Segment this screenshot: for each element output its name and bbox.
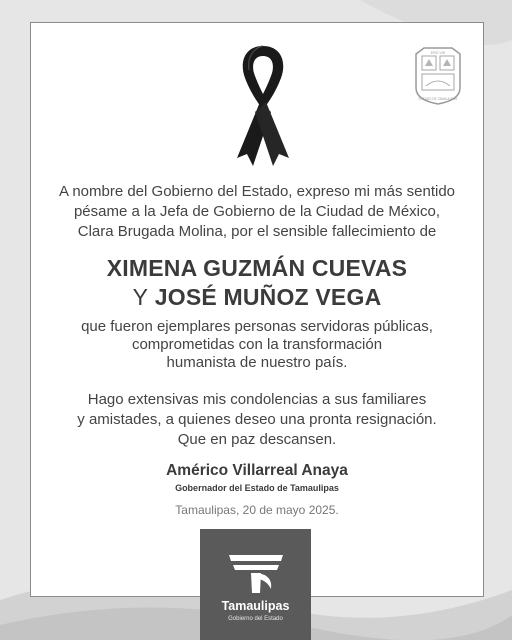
closing-line: Hago extensivas mis condolencias a sus familiares (87, 391, 427, 408)
signer-name: Américo Villarreal Anaya (166, 462, 348, 479)
state-coat-of-arms-icon (410, 44, 466, 106)
tamaulipas-logo (200, 529, 311, 640)
first-name: XIMENA GUZMÁN CUEVAS (106, 255, 408, 281)
tribute-paragraph (30, 318, 484, 372)
conjunction: Y (132, 284, 149, 310)
tribute-line: que fueron ejemplares personas servidoras públicas, (81, 318, 433, 335)
mourning-ribbon-icon (233, 40, 293, 168)
intro-line: pésame a la Jefa de Gobierno de la Ciudad de México, (73, 203, 441, 220)
tribute-line: humanista de nuestro país. (166, 354, 348, 371)
second-name: JOSÉ MUÑOZ VEGA (154, 284, 382, 310)
date-line: Tamaulipas, 20 de mayo 2025. (175, 503, 339, 517)
tamaulipas-logo-icon (227, 551, 285, 595)
logo-name: Tamaulipas (221, 599, 290, 613)
second-name-line (30, 283, 484, 312)
intro-line: Clara Brugada Molina, por el sensible fallecimiento de (77, 223, 437, 240)
closing-paragraph (30, 390, 484, 450)
seal-top-text: ERG VIS (430, 51, 446, 55)
tribute-line: comprometidas con la transformación (131, 336, 383, 353)
signer-title: Gobernador del Estado de Tamaulipas (175, 483, 339, 493)
closing-line: Que en paz descansen. (177, 431, 337, 448)
deceased-names (30, 254, 484, 312)
seal-bottom-text: ESTADO DE TAMAULIPAS (418, 97, 458, 101)
logo-subtitle: Gobierno del Estado (228, 616, 283, 622)
intro-paragraph (30, 182, 484, 242)
closing-line: y amistades, a quienes deseo una pronta resignación. (77, 411, 437, 428)
intro-line: A nombre del Gobierno del Estado, expreso mi más sentido (58, 183, 456, 200)
